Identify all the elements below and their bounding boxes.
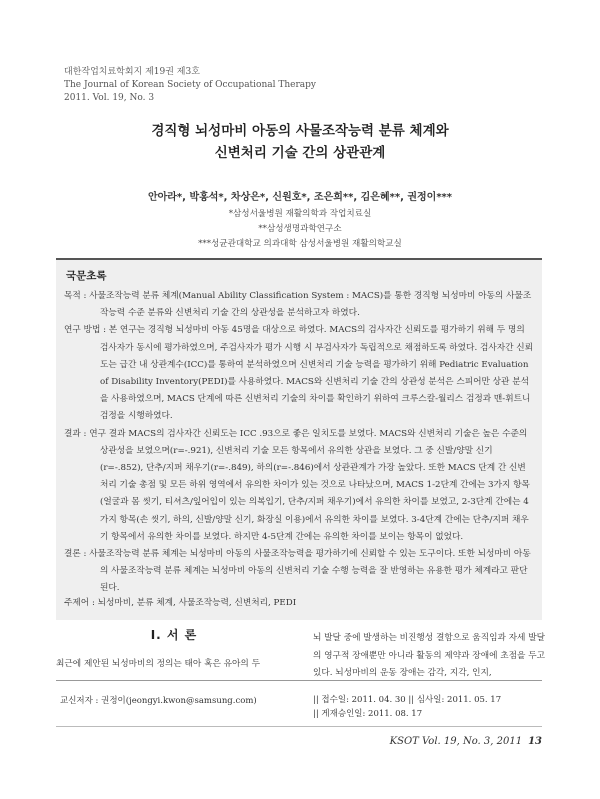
accepted-date: || 게재승인일: 2011. 08. 17 — [313, 709, 423, 719]
author-list: 안아라*, 박홍석*, 차상은*, 신원호*, 조은희**, 김은혜**, 권정이*** — [147, 192, 453, 203]
affiliation-3: ***성균관대학교 의과대학 삼성서울병원 재활의학교실 — [198, 239, 402, 249]
page-number: 13 — [528, 736, 542, 747]
title-line-2: 신변처리 기술 간의 상관관계 — [214, 145, 386, 161]
intro-left-column: 최근에 제안된 뇌성마비의 정의는 태아 혹은 유아의 두 — [56, 659, 260, 669]
title-line-1: 경직형 뇌성마비 아동의 사물조작능력 분류 체계와 — [151, 123, 449, 139]
journal-name-korean: 대한작업치료학회지 제19권 제3호 — [64, 67, 200, 77]
footnote-divider — [56, 680, 542, 681]
affiliation-2: **삼성생명과학연구소 — [258, 224, 342, 234]
abstract-body — [64, 288, 534, 598]
abstract-box — [56, 258, 542, 620]
abstract-keywords: 주제어 : 뇌성마비, 분류 체계, 사물조작능력, 신변처리, PEDI — [64, 598, 297, 608]
section-heading-introduction: Ⅰ. 서 론 — [150, 628, 198, 642]
intro-right-column: 뇌 발달 중에 발생하는 비진행성 결함으로 움직임과 자세 발달의 영구적 장애뿐만 아니라 활동의 제약과 장애에 초점을 두고 있다. 뇌성마비의 운동 장애는 감각, 지각, 인지, — [313, 633, 545, 678]
submission-dates — [313, 693, 501, 721]
journal-volume: 2011. Vol. 19, No. 3 — [64, 93, 155, 103]
abstract-conclusion: 결론 : 사물조작능력 분류 체계는 뇌성마비 아동의 사물조작능력을 평가하기에 신뢰할 수 있는 도구이다. 또한 뇌성마비 아동의 사물조작능력 분류 체계는 뇌성마비 아동의 신변처리 기술 수행 능력을 잘 반영하는 유용한 평가 체계라고 판단된다. — [64, 549, 531, 594]
abstract-purpose: 목적 : 사물조작능력 분류 체계(Manual Ability Classification System : MACS)를 통한 경직형 뇌성마비 아동의 사물조작능력 수준 분류와 신변처리 기술 간의 상관성을 분석하고자 하였다. — [64, 291, 532, 319]
abstract-methods: 연구 방법 : 본 연구는 경직형 뇌성마비 아동 45명을 대상으로 하였다. MACS의 검사자간 신뢰도를 평가하기 위해 두 명의 검사자가 동시에 평가하였으며, 주검사자가 평가 시행 시 부검사자가 독립적으로 채점하도록 하였다. 검사자간 신뢰도는 급간 내 상관계수(ICC)를 통하여 분석하였으며 신변처리 기술 능력을 평가하기 위해 Pediatric Evaluation of Disability Inventory(PEDI)를 사용하였다. MACS와 신변처리 기술 간의 상관성 분석은 스피어만 상관 분석을 사용하였으며, MACS 단계에 따른 신변처리 기술의 차이를 확인하기 위하여 크루스칼-월리스 검정과 맨-휘트니 검정을 시행하였다. — [64, 325, 534, 422]
paper-title — [0, 120, 600, 164]
journal-name-english: The Journal of Korean Society of Occupational Therapy — [64, 80, 317, 90]
abstract-results: 결과 : 연구 결과 MACS의 검사자간 신뢰도는 ICC .93으로 좋은 일치도를 보였다. MACS와 신변처리 기술은 높은 수준의 상관성을 보였으며(r=-.921), 신변처리 기술 모든 항목에서 유의한 상관을 보였다. 그 중 신발/양말 신기(r=-.852), 단추/지퍼 채우기(r=-.849), 하의(r=-.846)에서 상관관계가 가장 높았다. 또한 MACS 단계 간 신변처리 기술 총점 및 모든 하위 영역에서 유의한 차이가 있는 것으로 나타났으며, MACS 1-2단계 간에는 3가지 항목(얼굴과 몸 씻기, 티셔츠/잎어입이 있는 의복입기, 단추/지퍼 채우기)에서 유의한 차이를 보였고, 2-3단계 간에는 4가지 항목(손 씻기, 하의, 신발/양말 신기, 화장실 이용)에서 유의한 차이를 보였다. 3-4단계 간에는 단추/지퍼 채우기 항목에서 유의한 차이를 보였다. 하지만 4-5단계 간에는 유의한 차이를 보이는 항목이 없었다. — [64, 428, 530, 542]
abstract-heading: 국문초록 — [66, 270, 107, 282]
corresponding-author: 교신저자 : 권정이(jeongyi.kwon@samsung.com) — [60, 696, 257, 706]
journal-header — [64, 66, 316, 105]
page-footer — [390, 736, 542, 747]
page-footer-divider — [56, 726, 542, 727]
received-reviewed-dates: || 접수일: 2011. 04. 30 || 심사일: 2011. 05. 17 — [313, 695, 502, 705]
footer-journal: KSOT Vol. 19, No. 3, 2011 — [389, 736, 523, 747]
affiliation-1: *삼성서울병원 재활의학과 작업치료실 — [228, 209, 372, 219]
